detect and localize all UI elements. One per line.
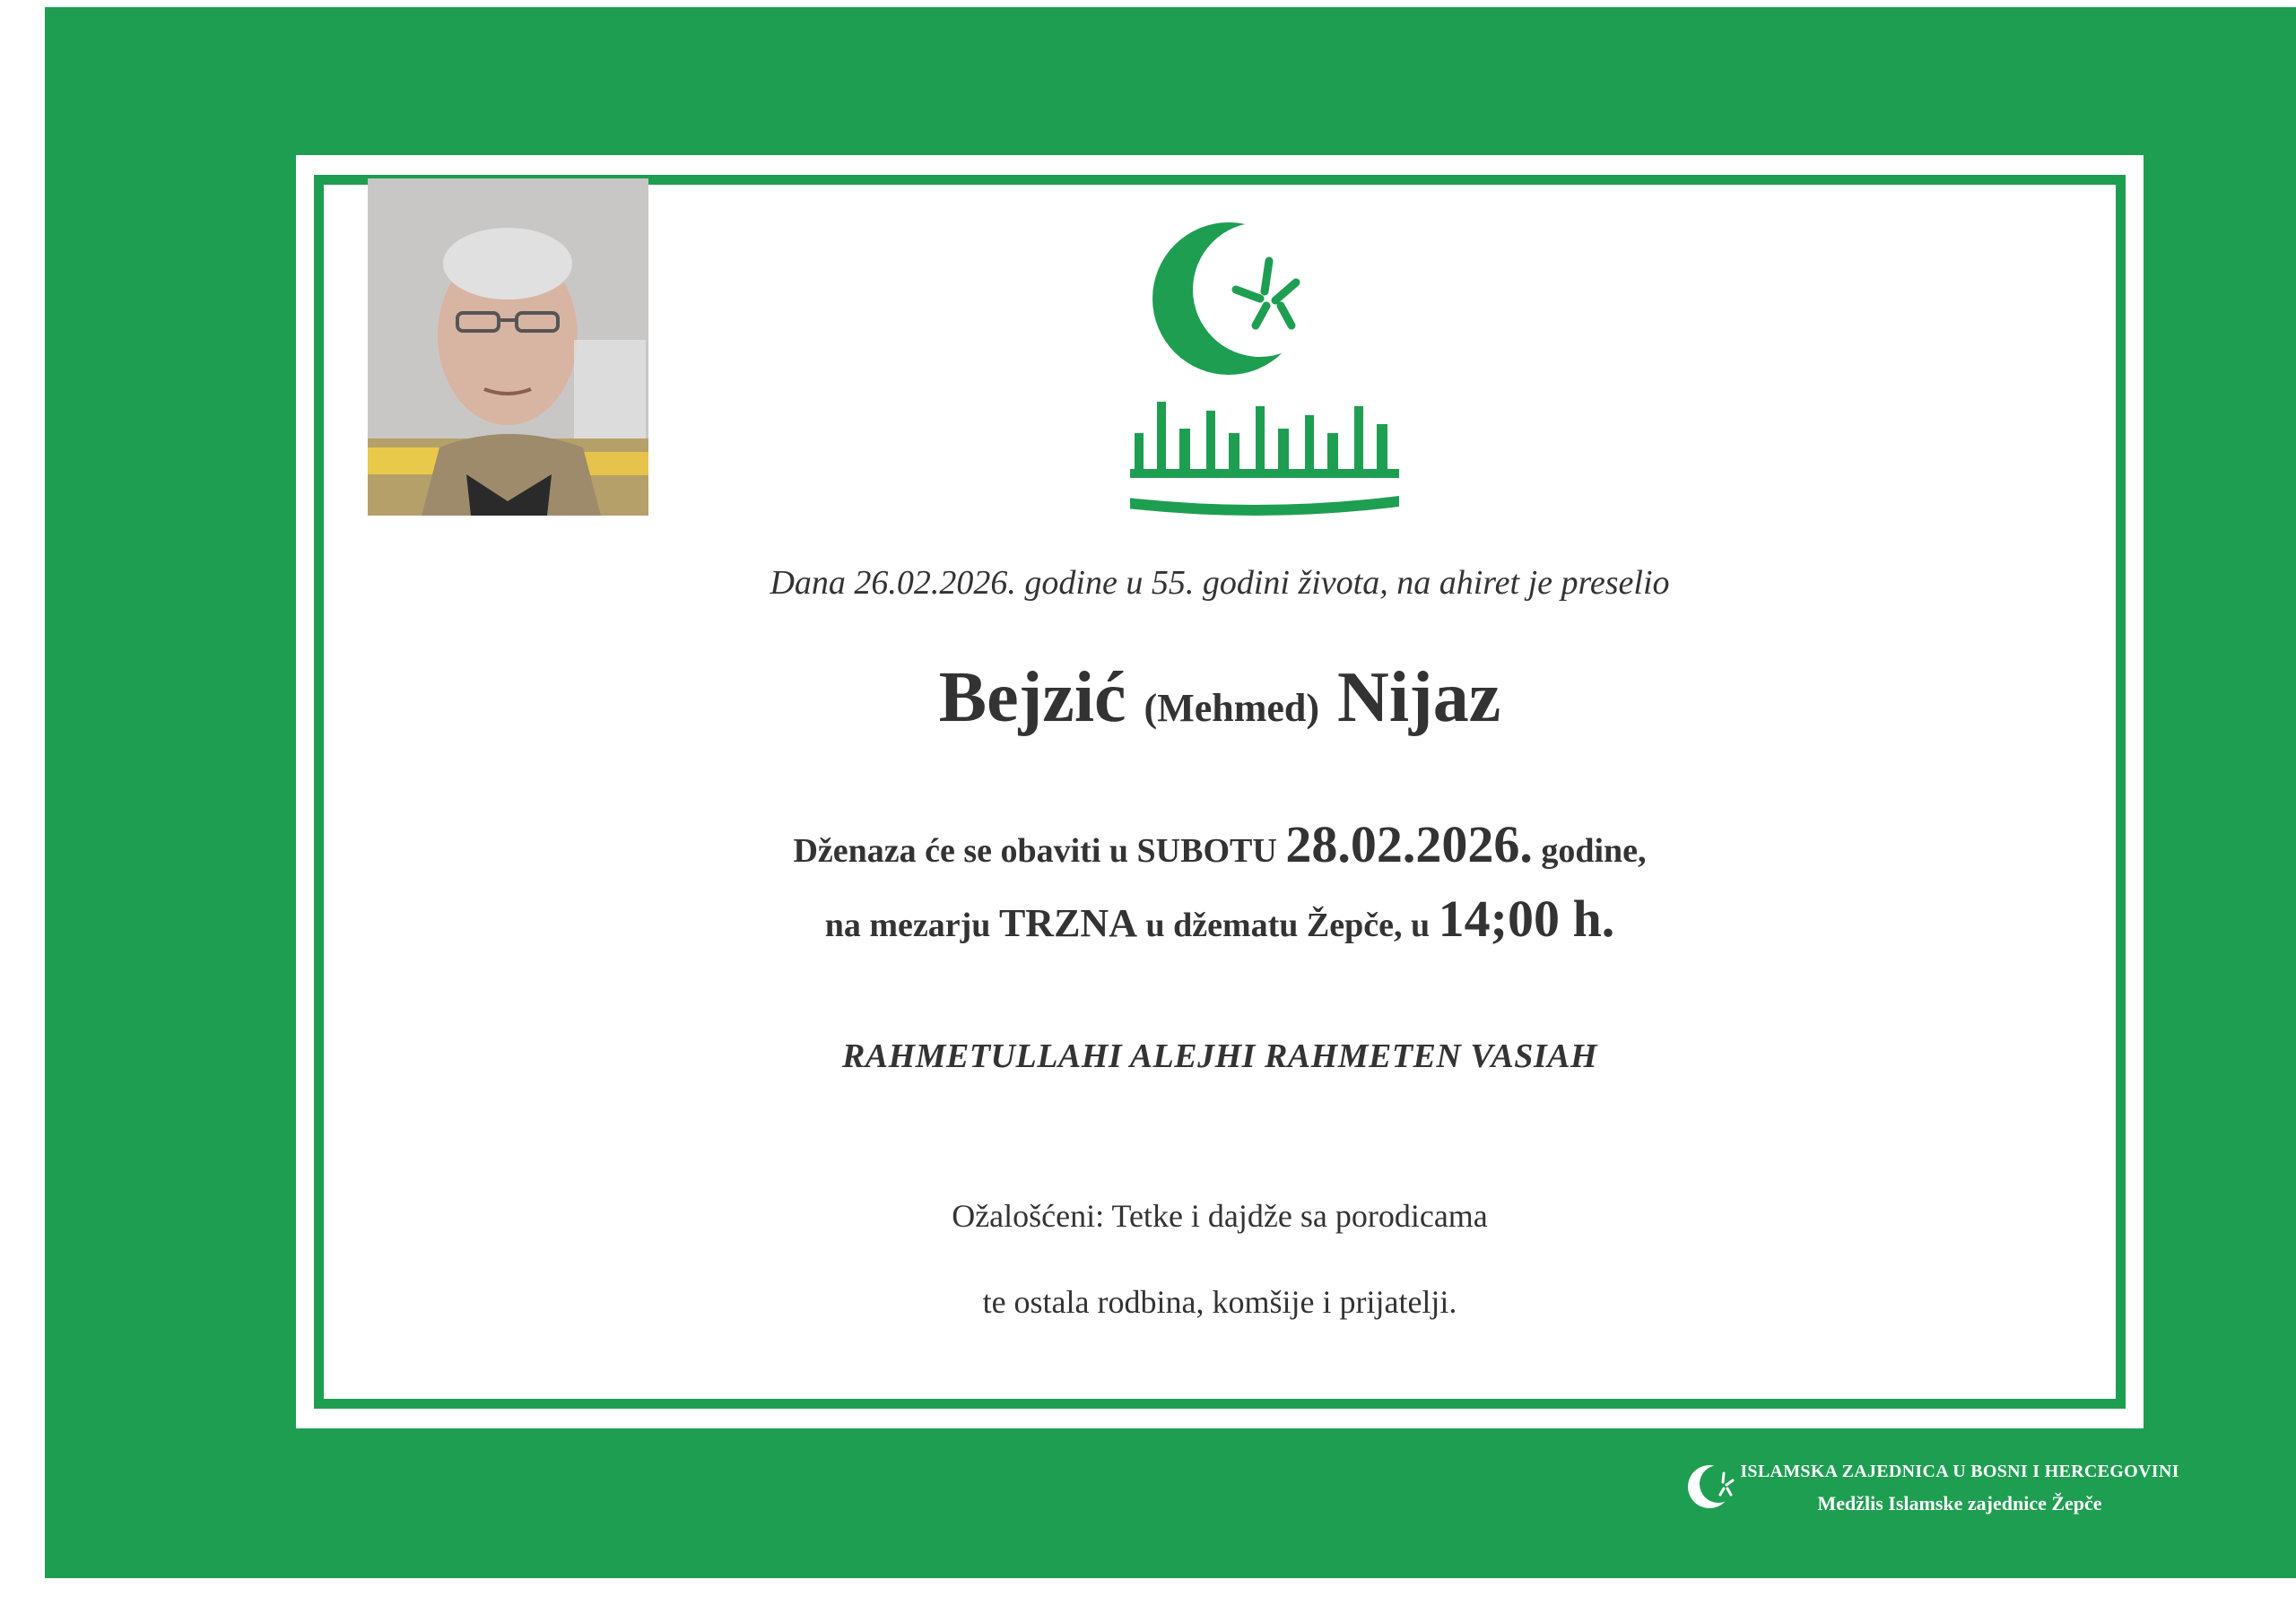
prayer-text: RAHMETULLAHI ALEJHI RAHMETEN VASIAH xyxy=(841,1037,1598,1075)
father-name: (Mehmed) xyxy=(1144,686,1320,730)
deceased-name xyxy=(296,657,2144,739)
first-name: Nijaz xyxy=(1337,658,1501,737)
notice-card xyxy=(296,155,2144,1428)
cemetery-name: TRZNA xyxy=(998,901,1137,945)
crescent-star-icon xyxy=(1686,1455,1740,1518)
mourners-line-1: Ožalošćeni: Tetke i dajdže sa porodicama xyxy=(952,1198,1488,1234)
death-announcement: Dana 26.02.2026. godine u 55. godini života, na ahiret je preselio xyxy=(770,564,1670,602)
funeral-time: 14;00 h. xyxy=(1438,890,1615,948)
organization-name: ISLAMSKA ZAJEDNICA U BOSNI I HERCEGOVINI xyxy=(1740,1462,2179,1481)
funeral-line1-suffix: godine, xyxy=(1532,832,1647,870)
funeral-line2-mid: u džematu Žepče, u xyxy=(1136,907,1439,944)
mourners-line-2: te ostala rodbina, komšije i prijatelji. xyxy=(982,1284,1457,1320)
green-frame xyxy=(45,7,2296,1578)
funeral-place-line xyxy=(296,889,2144,949)
funeral-date: 28.02.2026. xyxy=(1285,815,1533,873)
funeral-line1-prefix: Dženaza će se obaviti u SUBOTU xyxy=(793,832,1286,870)
funeral-line2-prefix: na mezarju xyxy=(824,907,999,944)
funeral-date-line xyxy=(296,814,2144,874)
surname: Bejzić xyxy=(938,658,1126,737)
crescent-star-calligraphy-icon xyxy=(1130,200,1399,523)
medzlis-name: Medžlis Islamske zajednice Žepče xyxy=(1817,1492,2102,1515)
deceased-photo xyxy=(368,178,648,516)
